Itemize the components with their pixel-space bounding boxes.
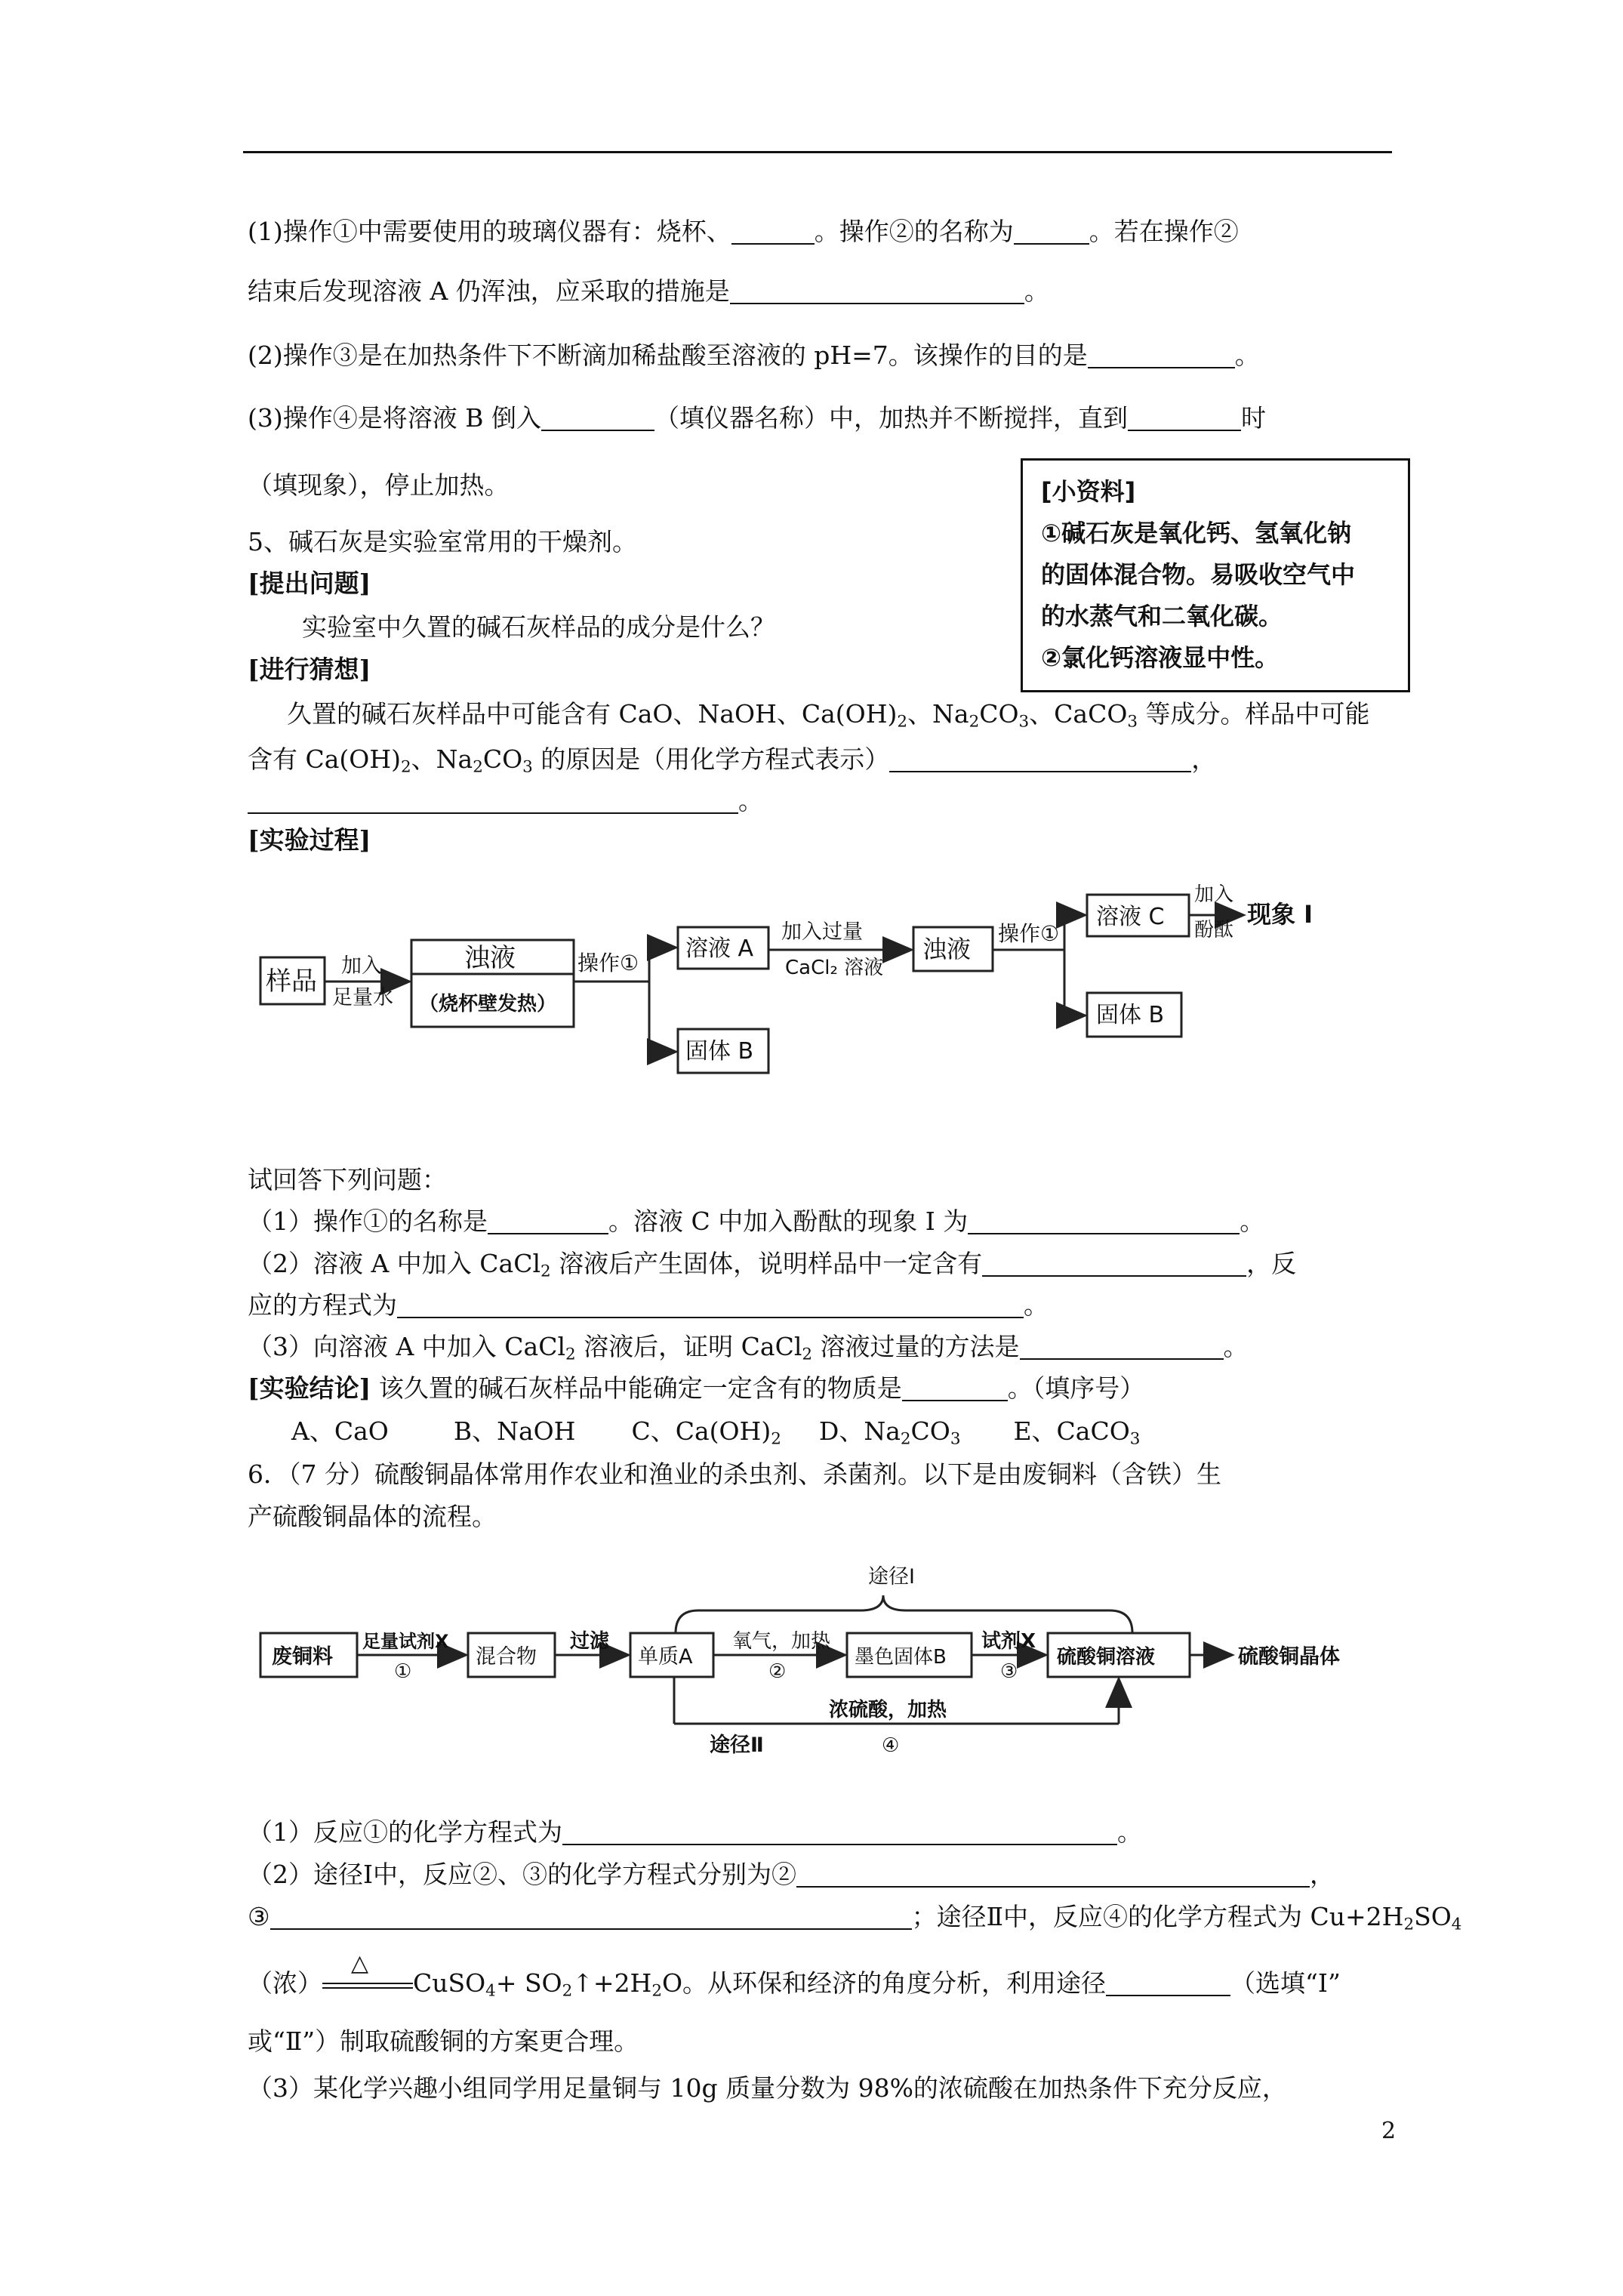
cuso4-solution-label: 硫酸铜溶液	[1057, 1646, 1156, 1669]
add-label: 加入	[341, 954, 382, 978]
cuso4-solution-box	[1048, 1633, 1190, 1677]
conc-h2so4-label: 浓硫酸，加热	[829, 1699, 947, 1721]
answer-blank[interactable]	[1088, 343, 1235, 368]
option-c: C、$Ca(OH)_2$	[631, 1416, 781, 1449]
oxygen-heat-label: 氧气，加热	[732, 1630, 831, 1653]
element-a-label: 单质A	[638, 1645, 693, 1669]
info-box-line: ①碱石灰是氧化钙、氢氧化钠	[1041, 519, 1352, 547]
solution-c-label: 溶液 C	[1096, 904, 1165, 930]
q5-a1: （1）操作①的名称是 。溶液 C 中加入酚酞的现象 I 为 。	[248, 1207, 1265, 1236]
answer-blank[interactable]	[968, 1209, 1240, 1234]
black-solid-box	[847, 1633, 972, 1677]
step-1-label: ①	[394, 1660, 412, 1683]
option-b: B、NaOH	[453, 1416, 576, 1446]
q5-guess: 久置的碱石灰样品中可能含有 CaO、NaOH、$Ca(OH)_2$、$Na_2CO_3$、CaCO$_3$ 等成分。样品中可能	[287, 699, 1370, 732]
step-2-label: ②	[768, 1660, 787, 1683]
phenol-label: 酚酞	[1194, 919, 1234, 942]
q6-intro-line2: 产硫酸铜晶体的流程。	[248, 1502, 497, 1531]
q5-options	[291, 1416, 1140, 1447]
answer-blank[interactable]	[796, 1862, 1310, 1888]
turbid-box	[411, 940, 574, 1027]
excess-water-label: 足量水	[332, 986, 393, 1009]
waste-copper-box	[260, 1633, 357, 1677]
cacl2-label: CaCl₂ 溶液	[785, 957, 884, 979]
q6-r2-line2: ③ ；途径Ⅱ中，反应④的化学方程式为 $Cu+2H_2SO_4$	[248, 1902, 1462, 1934]
option-d: D、$Na_2CO_3$	[818, 1416, 961, 1449]
step-4-label: ④	[882, 1734, 900, 1757]
q5-reason: 含有 $Ca(OH)_2$、$Na_2CO_3$ 的原因是（用化学方程式表示） ，	[248, 744, 1217, 777]
answer-blank[interactable]	[397, 1293, 1024, 1318]
q5-a2-line2: 应的方程式为 。	[248, 1290, 1049, 1320]
answer-blank[interactable]	[541, 405, 654, 431]
operation-label: 操作①	[577, 951, 639, 975]
q4-sub1-line1: (1)操作①中需要使用的玻璃仪器有：烧杯、 。操作②的名称为 。若在操作②	[248, 217, 1239, 246]
q5-answer-intro: 试回答下列问题：	[248, 1165, 447, 1194]
info-box-line: 的固体混合物。易吸收空气中	[1041, 560, 1356, 589]
reagent-x-excess-label: 足量试剂X	[362, 1631, 449, 1652]
info-box	[1021, 458, 1410, 692]
black-solid-label: 墨色固体B	[855, 1646, 947, 1669]
q6-r5: （3）某化学兴趣小组同学用足量铜与 10g 质量分数为 98%的浓硫酸在加热条件下充分反应，	[248, 2073, 1287, 2103]
answer-blank[interactable]	[889, 747, 1191, 772]
operation-label: 操作①	[998, 921, 1060, 946]
q5-intro: 5、碱石灰是实验室常用的干燥剂。	[248, 527, 637, 556]
filter-label: 过滤	[570, 1630, 610, 1653]
answer-blank[interactable]	[248, 788, 738, 814]
phenomenon-label: 现象 I	[1247, 900, 1313, 929]
cuso4-crystal-label: 硫酸铜晶体	[1238, 1645, 1340, 1669]
q5-raise-title: [提出问题]	[248, 569, 371, 598]
waste-copper-label: 废铜料	[272, 1645, 333, 1669]
answer-blank[interactable]	[731, 219, 815, 245]
q5-guess-title: [进行猜想]	[248, 655, 371, 684]
mixture-label: 混合物	[476, 1645, 537, 1669]
q6-r4: 或“Ⅱ”）制取硫酸铜的方案更合理。	[248, 2026, 639, 2056]
solution-c-box	[1087, 895, 1189, 936]
info-box-line: ②氯化钙溶液显中性。	[1041, 643, 1280, 672]
answer-blank[interactable]	[562, 1820, 1117, 1845]
solid-b-upper-box	[1087, 993, 1181, 1037]
solution-a-label: 溶液 A	[685, 935, 754, 962]
page-number: 2	[1381, 2118, 1397, 2144]
q5-conclusion: [实验结论] 该久置的碱石灰样品中能确定一定含有的物质是 。（填序号）	[248, 1373, 1145, 1403]
solution-a-box	[678, 927, 768, 969]
beaker-hot-label: （烧杯壁发热）	[419, 993, 557, 1015]
info-box-title: [小资料]	[1041, 477, 1136, 506]
sample-box	[260, 957, 325, 1004]
q4-sub2: (2)操作③是在加热条件下不断滴加稀盐酸至溶液的 pH=7。该操作的目的是 。	[248, 341, 1260, 370]
reagent-x-label: 试剂X	[981, 1630, 1036, 1653]
answer-blank[interactable]	[730, 279, 1024, 304]
q6-intro-line1: 6．（7 分）硫酸铜晶体常用作农业和渔业的杀虫剂、杀菌剂。以下是由废铜料（含铁）生	[248, 1459, 1221, 1489]
element-a-box	[630, 1633, 713, 1677]
q5-reason-blank: 。	[248, 785, 763, 817]
answer-blank[interactable]	[1106, 1971, 1230, 1996]
answer-blank[interactable]	[1128, 405, 1241, 431]
add-phenol-label: 加入	[1194, 883, 1234, 906]
option-e: E、CaCO$_3$	[1013, 1416, 1141, 1449]
answer-blank[interactable]	[1014, 219, 1089, 245]
heat-condition-arrow: △	[322, 1963, 413, 1993]
q6-r3: （浓） △ CuSO$_4$+ $SO_2↑+2H_2O$。从环保和经济的角度分析，利用途径 （选填“I”	[248, 1950, 1341, 2001]
solid-b-label: 固体 B	[1096, 1002, 1165, 1028]
solid-b-lower-box	[678, 1029, 768, 1073]
q4-sub3-line2: （填现象），停止加热。	[248, 470, 510, 500]
q4-sub1-line2: 结束后发现溶液 A 仍浑浊，应采取的措施是 。	[248, 276, 1049, 306]
option-a: A、CaO	[291, 1416, 389, 1446]
q6-r1: （1）反应①的化学方程式为 。	[248, 1817, 1142, 1847]
turbid-label: 浊液	[464, 943, 516, 973]
add-excess-label: 加入过量	[781, 920, 863, 944]
turbid2-box	[913, 927, 993, 971]
q4-sub3-line1: (3)操作④是将溶液 B 倒入 （填仪器名称）中，加热并不断搅拌，直到 时	[248, 403, 1266, 433]
header-rule	[243, 151, 1392, 153]
step-3-label: ③	[1000, 1660, 1018, 1683]
q5-process-title: [实验过程]	[248, 825, 371, 855]
info-box-line: 的水蒸气和二氧化碳。	[1041, 602, 1283, 630]
solid-b-label: 固体 B	[685, 1038, 754, 1065]
route-2-label: 途径Ⅱ	[710, 1734, 764, 1757]
answer-blank[interactable]	[902, 1376, 1008, 1401]
turbid2-label: 浊液	[922, 935, 972, 963]
sample-label: 样品	[266, 966, 317, 997]
q5-a3: （3）向溶液 A 中加入 CaCl$_2$ 溶液后，证明 CaCl$_2$ 溶液过量的方法是 。	[248, 1332, 1249, 1364]
route-1-label: 途径Ⅰ	[868, 1565, 915, 1589]
q5-a2-line1: （2）溶液 A 中加入 CaCl$_2$ 溶液后产生固体，说明样品中一定含有 ，反	[248, 1249, 1297, 1281]
mixture-box	[468, 1633, 555, 1677]
answer-blank[interactable]	[488, 1209, 608, 1234]
answer-blank[interactable]	[982, 1251, 1246, 1277]
answer-blank[interactable]	[1020, 1334, 1224, 1360]
q6-r2-line1: （2）途径Ⅰ中，反应②、③的化学方程式分别为② ，	[248, 1860, 1335, 1889]
answer-blank[interactable]	[270, 1904, 912, 1930]
q5-question: 实验室中久置的碱石灰样品的成分是什么？	[302, 612, 775, 642]
